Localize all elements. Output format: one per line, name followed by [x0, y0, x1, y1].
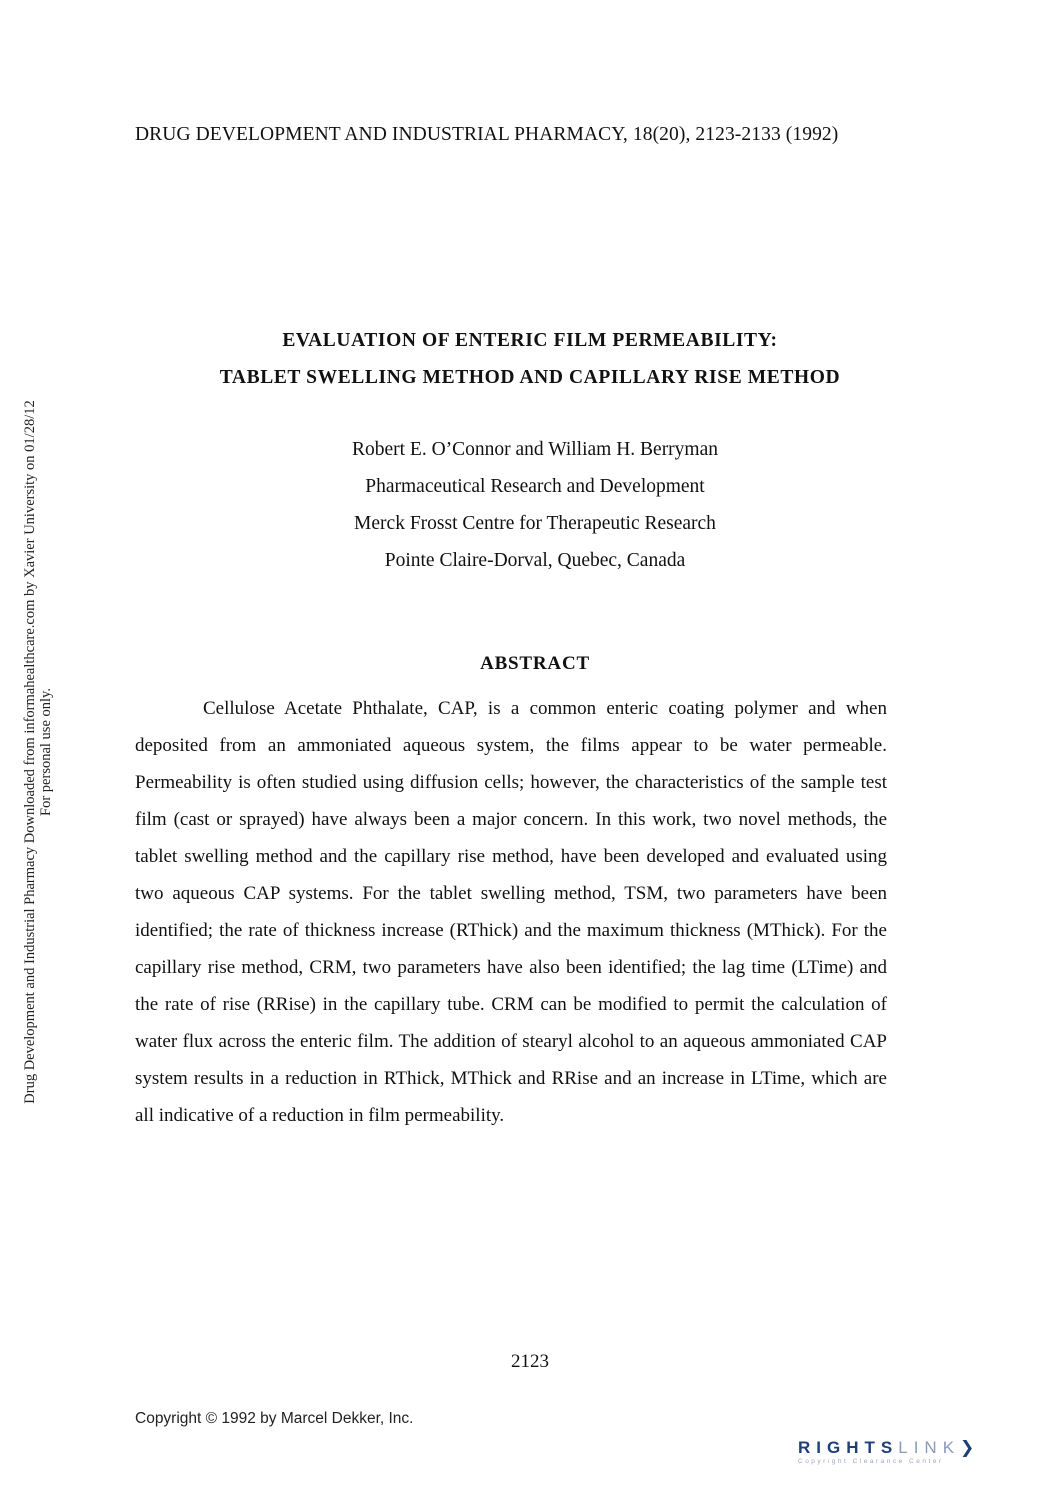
rightslink-wordmark: [798, 1438, 1033, 1458]
author-names: Robert E. O’Connor and William H. Berryman: [351, 439, 719, 460]
author-location: Pointe Claire-Dorval, Quebec, Canada: [384, 550, 686, 571]
article-title-line-2: TABLET SWELLING METHOD AND CAPILLARY RISE METHOD: [219, 367, 841, 388]
download-watermark-text: [22, 342, 54, 1162]
chevron-right-icon: ❯: [960, 1438, 975, 1457]
abstract-heading: ABSTRACT: [480, 653, 590, 674]
abstract-text: Cellulose Acetate Phthalate, CAP, is a common enteric coating polymer and when deposited from an ammoniated aqueous system, the films appear to be water permeable. Permeability is often studied using diffusion cells; however, the characteristics of the sample test film (cast or sprayed) have always been a major concern. In this work, two novel methods, the tablet swelling method and the capillary rise method, have been developed and evaluated using two aqueous CAP systems. For the tablet swelling method, TSM, two parameters have been identified; the rate of thickness increase (RThick) and the maximum thickness (MThick). For the capillary rise method, CRM, two parameters have also been identified; the lag time (LTime) and the rate of rise (RRise) in the capillary tube. CRM can be modified to permit the calculation of water flux across the enteric film. The addition of stearyl alcohol to an aqueous ammoniated CAP system results in a reduction in RThick, MThick and RRise and an increase in LTime, which are all indicative of a reduction in film permeability.: [135, 698, 887, 1126]
copyright-notice: Copyright © 1992 by Marcel Dekker, Inc.: [135, 1410, 414, 1427]
journal-citation-header: DRUG DEVELOPMENT AND INDUSTRIAL PHARMACY, 18(20), 2123-2133 (1992): [135, 124, 839, 145]
download-watermark-line-2: For personal use only.: [38, 688, 54, 816]
rightslink-tagline: Copyright Clearance Center: [798, 1458, 944, 1465]
rightslink-rights-text: RIGHTS: [798, 1438, 899, 1457]
author-department: Pharmaceutical Research and Development: [365, 476, 705, 497]
download-watermark-line-1: Drug Development and Industrial Pharmacy Downloaded from informahealthcare.com by Xavier University on 01/28/12: [22, 400, 38, 1104]
author-institution: Merck Frosst Centre for Therapeutic Research: [354, 513, 716, 534]
rightslink-logo[interactable]: [798, 1438, 1033, 1478]
rightslink-link-text: LINK: [898, 1438, 961, 1457]
author-block: [0, 431, 1050, 579]
article-title-line-1: EVALUATION OF ENTERIC FILM PERMEABILITY:: [282, 330, 778, 351]
article-title: [0, 322, 1050, 396]
page-number: 2123: [511, 1351, 549, 1372]
download-watermark-sidebar: [0, 0, 54, 1500]
